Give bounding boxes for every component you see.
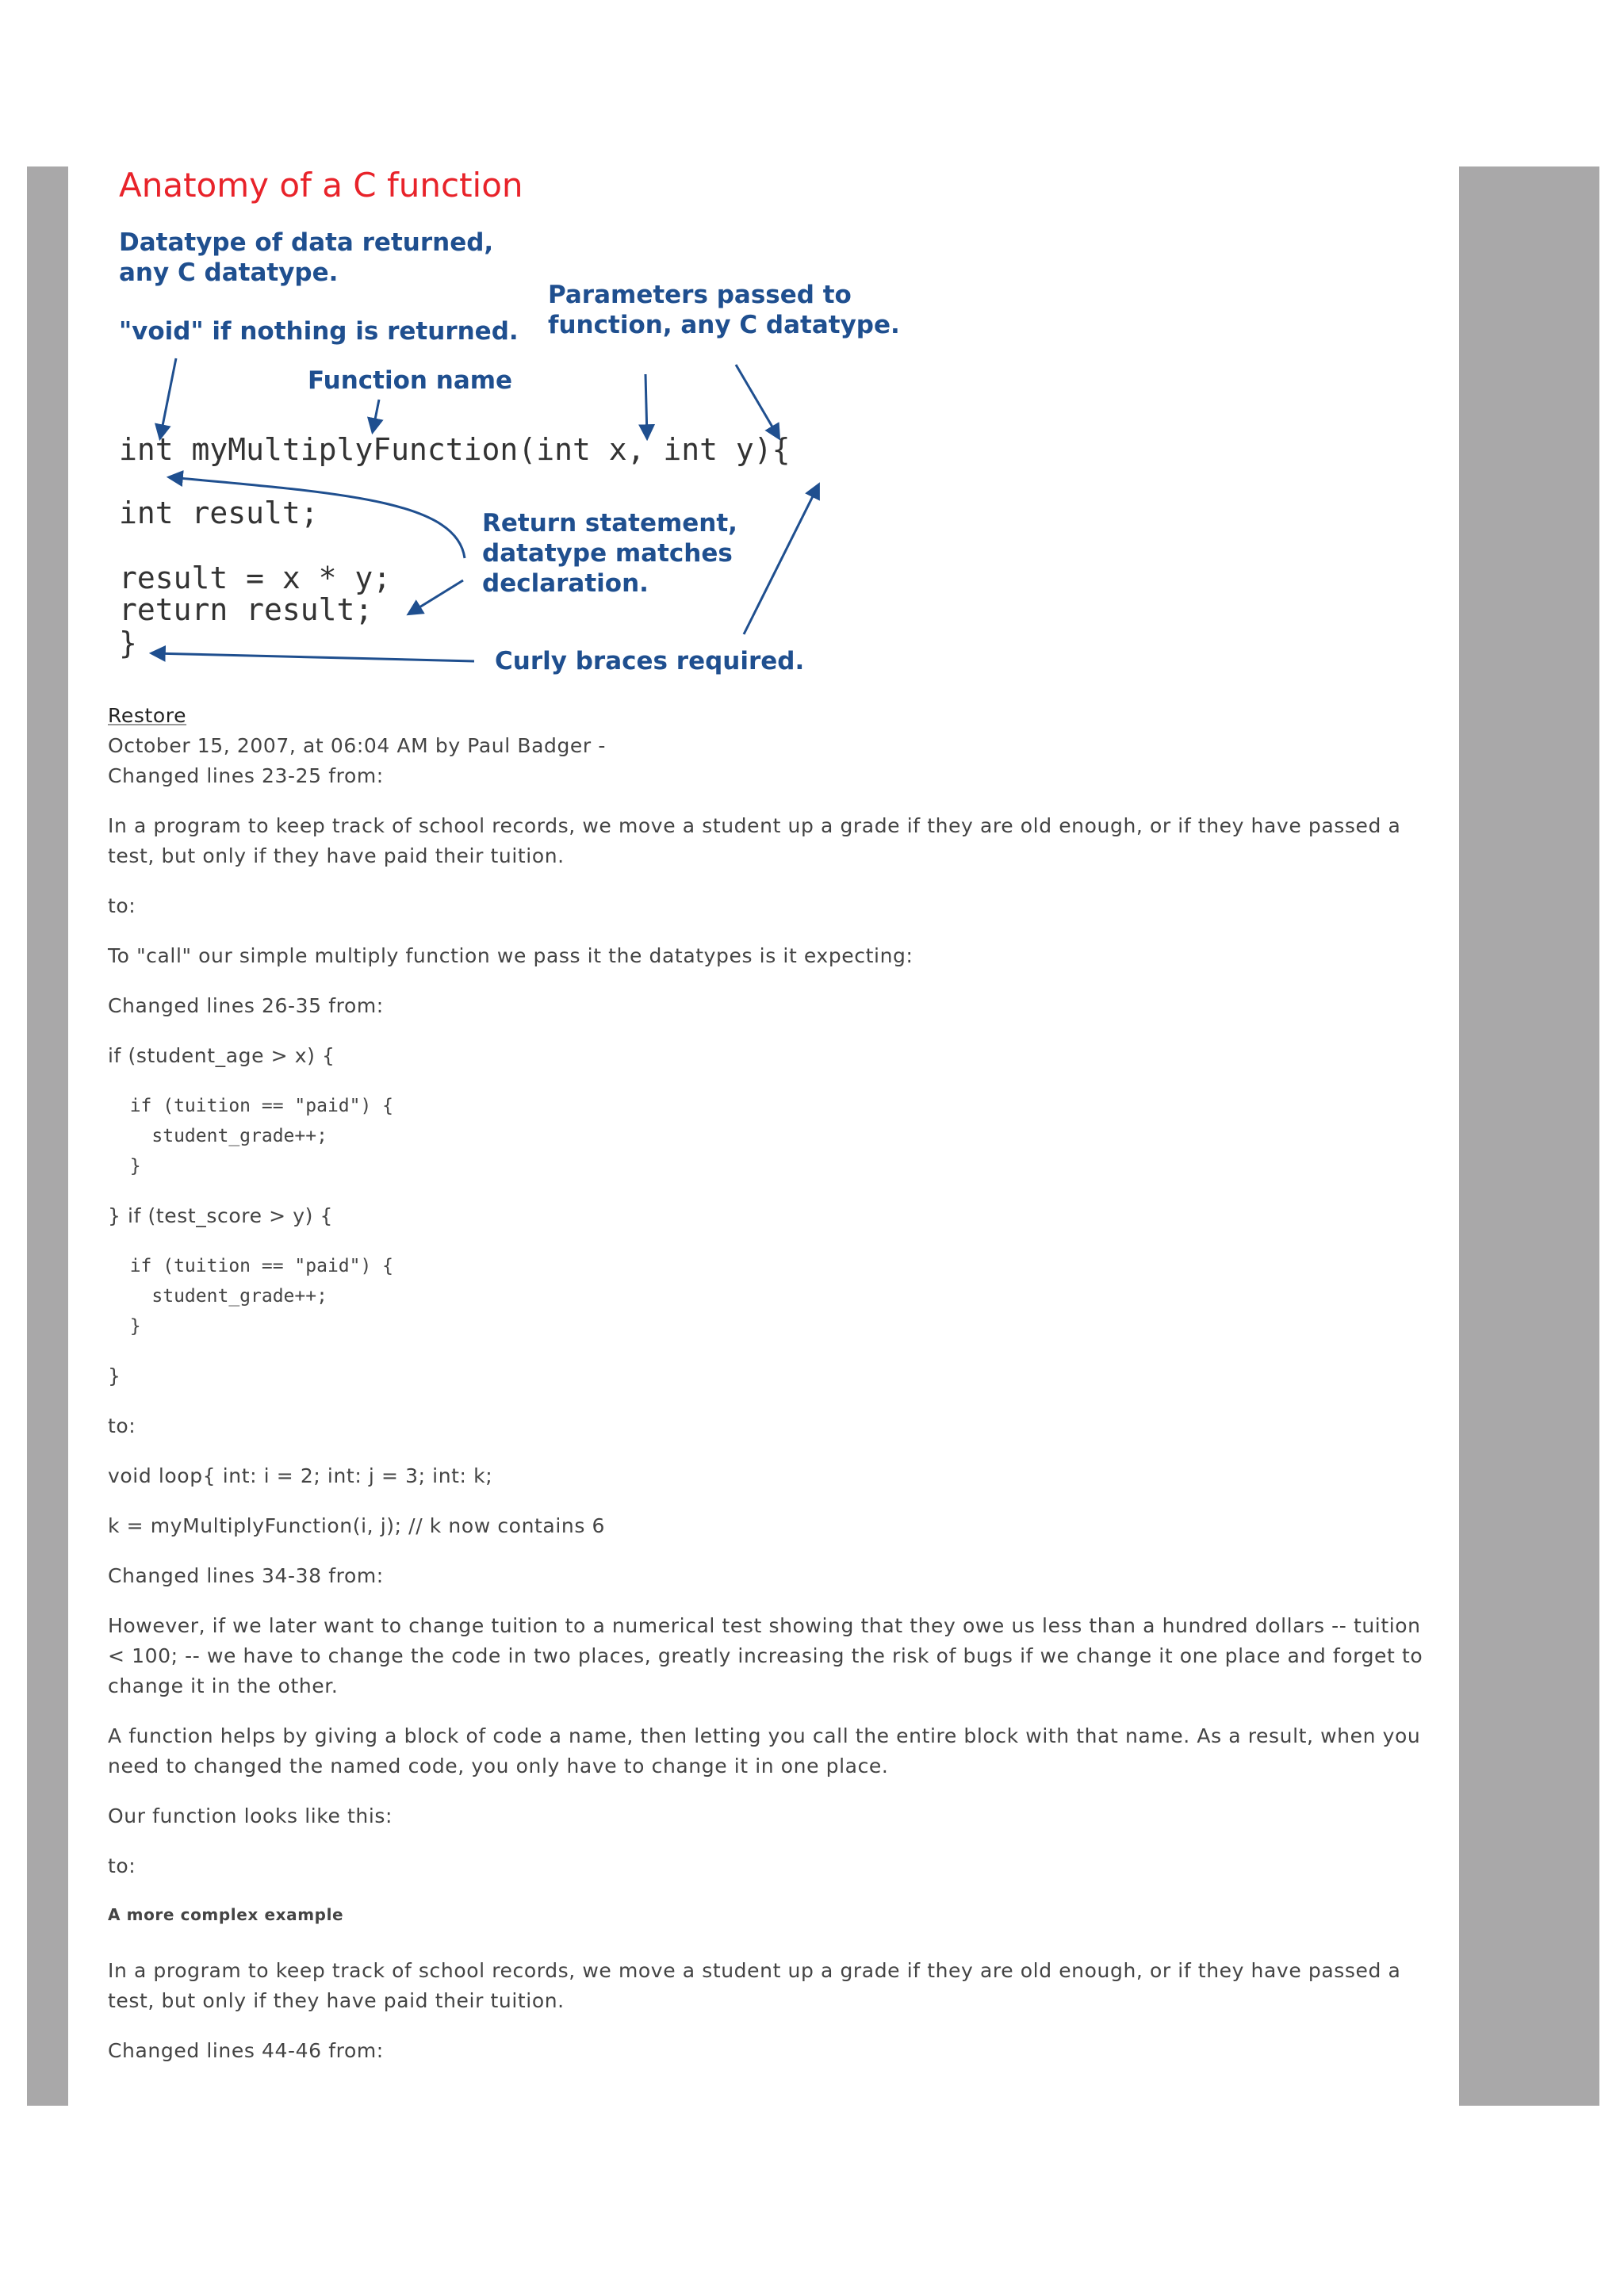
arrow-return-statement xyxy=(409,580,463,614)
annotation-braces: Curly braces required. xyxy=(495,647,805,675)
diff-text: } if (test_score > y) { xyxy=(108,1204,334,1227)
diff-text: } xyxy=(108,1364,121,1387)
wiki-page-history xyxy=(108,168,1424,2086)
annotation-void-note: "void" if nothing is returned. xyxy=(119,317,519,346)
annotation-params-line2: function, any C datatype. xyxy=(548,311,900,339)
diff-text: In a program to keep track of school records, we move a student up a grade if they are old enough, or if they have passed a test, but only if they have paid their tuition. xyxy=(108,814,1401,867)
diff-text: However, if we later want to change tuition to a numerical test showing that they owe us less than a hundred dollars -- tuition < 100; -- we have to change the code in two places, greatly increasing the risk of bugs if we change it one place and forget to change it in the other. xyxy=(108,1614,1423,1697)
diff-text: Our function looks like this: xyxy=(108,1804,393,1827)
annotation-datatype-line1: Datatype of data returned, xyxy=(119,228,494,257)
right-border-bar xyxy=(1459,166,1599,2106)
restore-link[interactable]: Restore xyxy=(108,704,187,727)
change-header: Changed lines 26-35 from: xyxy=(108,994,384,1017)
diff-to-label: to: xyxy=(108,1854,136,1877)
change-header: Changed lines 23-25 from: xyxy=(108,764,384,787)
arrow-open-brace xyxy=(744,485,818,634)
annotation-datatype-line2: any C datatype. xyxy=(119,258,339,287)
change-header: Changed lines 44-46 from: xyxy=(108,2039,384,2062)
diff-to-label: to: xyxy=(108,1414,136,1437)
annotation-return-line3: declaration. xyxy=(482,569,649,598)
code-block: if (tuition == "paid") { student_grade++; } xyxy=(129,1256,394,1337)
annotation-function-name: Function name xyxy=(308,366,513,395)
diff-text: k = myMultiplyFunction(i, j); // k now contains 6 xyxy=(108,1514,606,1537)
code-line-close: } xyxy=(119,626,137,660)
annotation-return-line2: datatype matches xyxy=(482,539,733,568)
diff-text: A function helps by giving a block of code a name, then letting you call the entire block with that name. As a result, when you need to changed the named code, you only have to change it in one place. xyxy=(108,1724,1421,1777)
anatomy-diagram xyxy=(108,168,901,691)
arrow-close-brace xyxy=(152,653,474,661)
change-header: Changed lines 34-38 from: xyxy=(108,1564,384,1587)
arrow-function-name xyxy=(373,400,379,431)
diff-text: In a program to keep track of school records, we move a student up a grade if they are old enough, or if they have passed a test, but only if they have paid their tuition. xyxy=(108,1959,1401,2012)
arrow-datatype xyxy=(160,358,176,438)
diff-text: void loop{ int: i = 2; int: j = 3; int: k; xyxy=(108,1464,493,1487)
annotation-return-line1: Return statement, xyxy=(482,509,737,538)
section-heading: A more complex example xyxy=(108,1905,344,1924)
diagram-title: Anatomy of a C function xyxy=(119,168,523,205)
arrow-param-y xyxy=(736,365,779,438)
code-line-return: return result; xyxy=(119,592,373,627)
diff-text: if (student_age > x) { xyxy=(108,1044,335,1067)
code-line-multiply: result = x * y; xyxy=(119,561,392,595)
diff-to-label: to: xyxy=(108,894,136,917)
code-line-declare: int result; xyxy=(119,496,319,530)
arrow-param-x xyxy=(645,374,647,438)
annotation-params-line1: Parameters passed to xyxy=(548,281,852,309)
code-block: if (tuition == "paid") { student_grade++; } xyxy=(129,1096,394,1177)
code-line-signature: int myMultiplyFunction(int x, int y){ xyxy=(119,432,791,467)
revision-meta: October 15, 2007, at 06:04 AM by Paul Badger - xyxy=(108,734,606,757)
left-border-bar xyxy=(27,166,68,2106)
diff-text: To "call" our simple multiply function we pass it the datatypes is it expecting: xyxy=(108,944,914,967)
